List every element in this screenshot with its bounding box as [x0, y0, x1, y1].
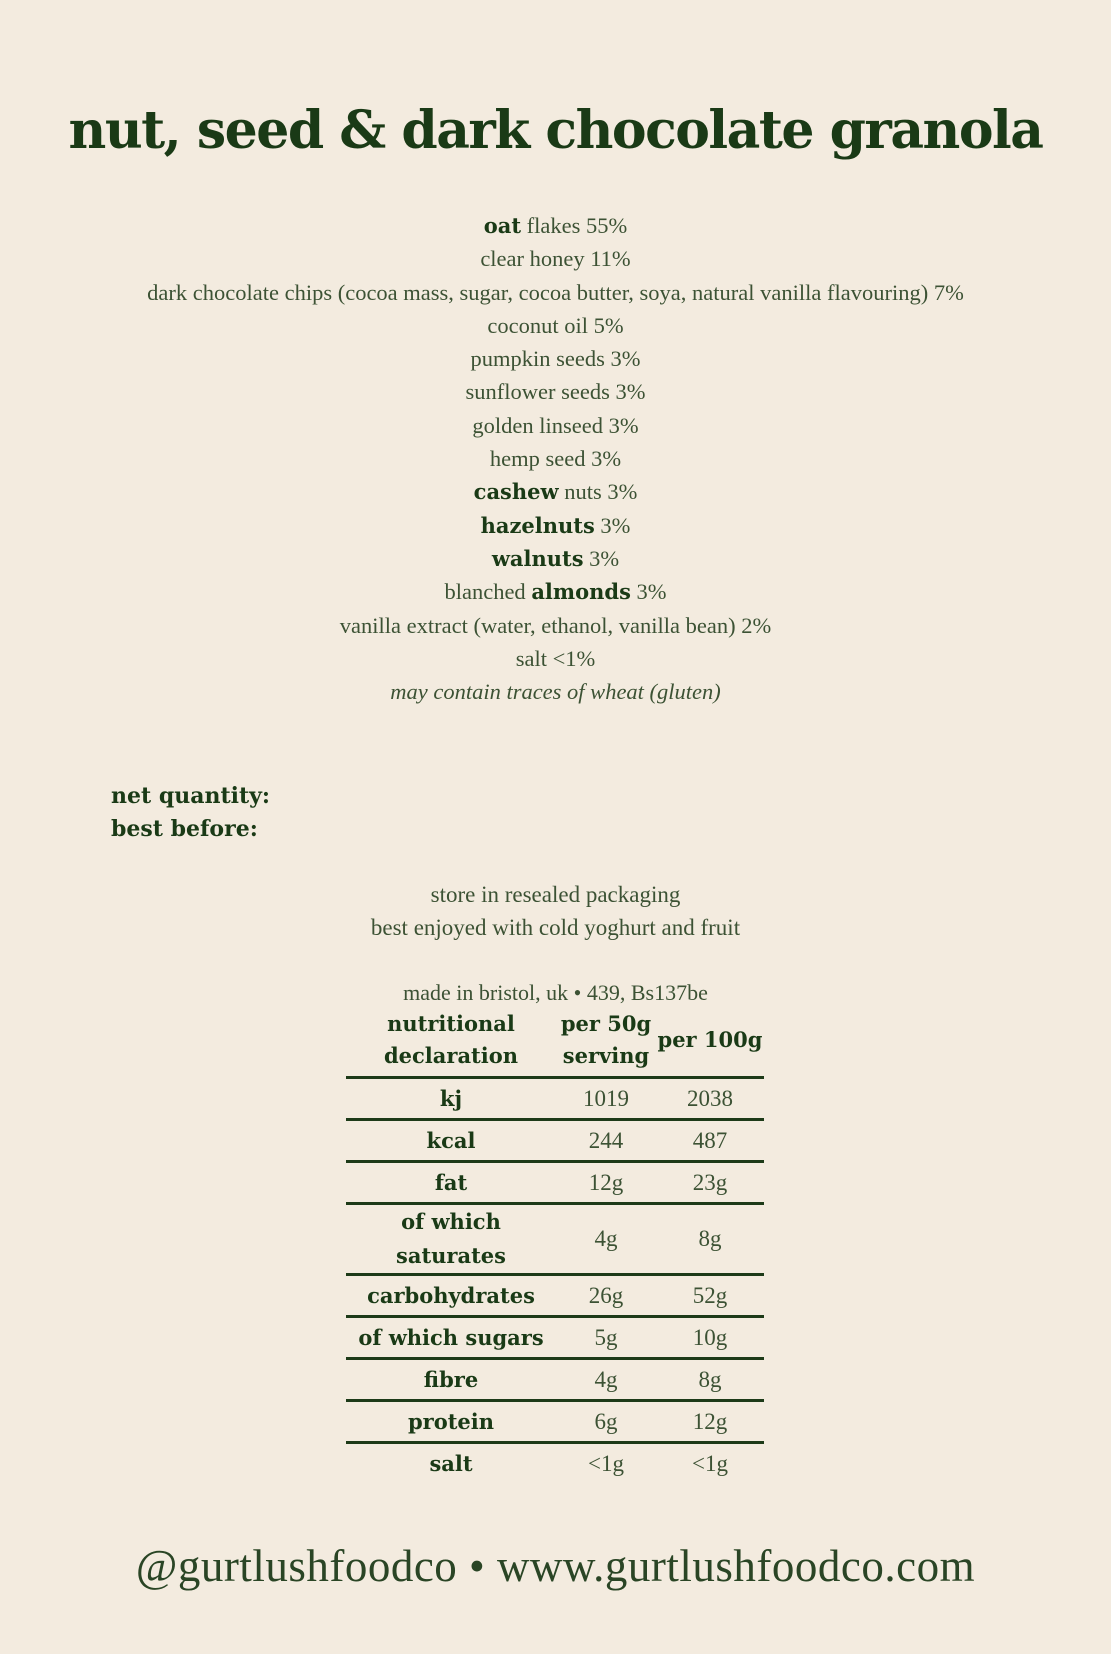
table-row: [346, 1317, 764, 1359]
pack-meta: [111, 780, 270, 846]
storage-instructions: [0, 878, 1111, 944]
nutrient-per50: 4g: [556, 1359, 656, 1401]
nutrient-per100: 12g: [656, 1401, 764, 1443]
net-quantity-label: net quantity:: [111, 783, 271, 809]
made-in-line: made in bristol, uk • 439, Bs137be: [403, 980, 708, 1005]
nutrient-per100: 487: [656, 1120, 764, 1162]
nutrient-per50: 4g: [556, 1204, 656, 1275]
table-row: [346, 1443, 764, 1484]
table-row: [346, 1359, 764, 1401]
storage-line: store in resealed packaging: [430, 882, 681, 907]
nutrient-per50: 244: [556, 1120, 656, 1162]
nutrient-per50: 1019: [556, 1078, 656, 1120]
footer-contact: @gurtlushfoodco • www.gurtlushfoodco.com: [135, 1541, 976, 1591]
ingredient-item: walnuts 3%: [491, 545, 620, 571]
table-row: [346, 1162, 764, 1204]
nutrition-header-label: nutritional declaration: [383, 1011, 519, 1068]
nutrient-name: of which saturates: [346, 1204, 556, 1275]
allergen-note: may contain traces of wheat (gluten): [390, 679, 721, 705]
nutrient-per50: 26g: [556, 1275, 656, 1317]
best-before-label: best before:: [111, 816, 258, 842]
nutrition-table: [346, 1008, 764, 1483]
ingredient-item: blanched almonds 3%: [444, 579, 667, 605]
nutrient-per50: 5g: [556, 1317, 656, 1359]
nutrient-name: kcal: [346, 1120, 556, 1162]
table-row: [346, 1120, 764, 1162]
ingredients-list: [0, 209, 1111, 708]
nutrient-name: protein: [346, 1401, 556, 1443]
ingredient-item: oat flakes 55%: [483, 213, 628, 238]
product-title: nut, seed & dark chocolate granola: [68, 100, 1043, 161]
ingredient-item: sunflower seeds 3%: [465, 379, 646, 405]
nutrient-per100: 2038: [656, 1078, 764, 1120]
nutrient-per100: 8g: [656, 1204, 764, 1275]
nutrient-name: fat: [346, 1162, 556, 1204]
nutrient-name: carbohydrates: [346, 1275, 556, 1317]
ingredient-item: salt <1%: [515, 645, 596, 671]
nutrient-per100: 23g: [656, 1162, 764, 1204]
ingredient-item: pumpkin seeds 3%: [470, 346, 641, 372]
nutrition-header-per50: per 50g serving: [560, 1011, 652, 1068]
table-row: [346, 1401, 764, 1443]
nutrient-per100: 8g: [656, 1359, 764, 1401]
table-row: [346, 1275, 764, 1317]
ingredient-item: coconut oil 5%: [487, 312, 624, 338]
nutrient-name: of which sugars: [346, 1317, 556, 1359]
nutrient-per50: <1g: [556, 1443, 656, 1484]
table-row: [346, 1078, 764, 1120]
table-row: [346, 1204, 764, 1275]
ingredient-item: clear honey 11%: [480, 246, 631, 272]
nutrient-per100: 52g: [656, 1275, 764, 1317]
ingredient-item: cashew nuts 3%: [473, 479, 638, 505]
ingredient-item: vanilla extract (water, ethanol, vanilla bean) 2%: [339, 612, 772, 638]
ingredient-item: hazelnuts 3%: [480, 512, 631, 538]
serving-suggestion: best enjoyed with cold yoghurt and fruit: [370, 915, 741, 940]
ingredient-item: dark chocolate chips (cocoa mass, sugar, cocoa butter, soya, natural vanilla flavouring) 7%: [147, 279, 964, 305]
nutrient-name: kj: [346, 1078, 556, 1120]
nutrient-per50: 6g: [556, 1401, 656, 1443]
ingredient-item: hemp seed 3%: [489, 446, 622, 472]
nutrient-per100: <1g: [656, 1443, 764, 1484]
ingredient-item: golden linseed 3%: [472, 412, 639, 438]
nutrient-per50: 12g: [556, 1162, 656, 1204]
nutrition-header-row: [346, 1008, 764, 1078]
nutrient-name: salt: [346, 1443, 556, 1484]
nutrient-name: fibre: [346, 1359, 556, 1401]
nutrition-header-per100: per 100g: [657, 1027, 763, 1052]
nutrient-per100: 10g: [656, 1317, 764, 1359]
